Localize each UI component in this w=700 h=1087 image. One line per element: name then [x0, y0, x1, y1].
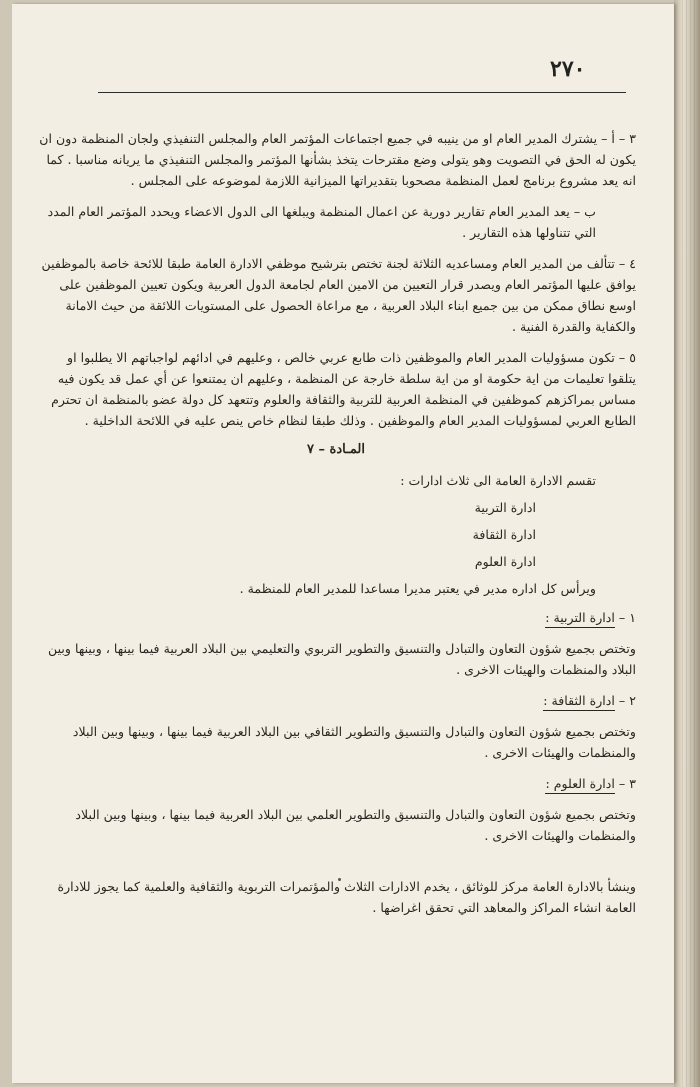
section-3a: ٣ – أ – يشترك المدير العام او من ينيبه في جميع اجتماعات المؤتمر العام والمجلس التنفيذي ولجان المنظمة دون ان يكون له الحق في التصويت وهو يتولى وضع مقترحات يتخذ بشأنها المؤتمر والمجلس التنفيذي ما يريانه مناسبا . كما انه يعد مشروع برنامج لعمل المنظمة مصحوبا بتقديراتها الميزانية اللازمة لموضوعه على المجلس .: [39, 131, 636, 188]
subsection-text: وتختص بجميع شؤون التعاون والتبادل والتنسيق والتطوير الثقافي بين البلاد العربية فيما بينها ، وبينها وبين البلاد والمنظمات والهيئات الاخرى .: [72, 724, 636, 760]
admin-list-item: ادارة التربية: [474, 500, 536, 515]
subsection-text: وتختص بجميع شؤون التعاون والتبادل والتنسيق والتطوير التربوي والتعليمي بين البلاد العربية فيما بينها ، وبينها وبين البلاد والمنظمات والهيئات الاخرى .: [48, 641, 636, 677]
subsection-number: ١ –: [618, 610, 636, 625]
admin-list-item: ادارة الثقافة: [472, 527, 536, 542]
subsection-number: ٢ –: [618, 693, 636, 708]
admin-list-item: ادارة العلوم: [474, 554, 536, 569]
subsection-title: ادارة الثقافة :: [543, 692, 615, 711]
subsection-3: [36, 773, 636, 846]
subsection-1: [36, 607, 636, 680]
subsection-number: ٣ –: [618, 776, 636, 791]
page-number: ٢٧٠: [550, 56, 586, 82]
page-edge-lines: [682, 0, 696, 1087]
admin-intro: تقسم الادارة العامة الى ثلاث ادارات :: [400, 473, 596, 488]
closing-paragraph: وينشأ بالادارة العامة مركز للوثائق ، يخدم الادارات الثلاث والمؤتمرات التربوية والثقافية والعلمية كما يجوز للادارة العامة انشاء المراكز والمعاهد التي تحقق اغراضها .: [57, 879, 636, 915]
section-4: ٤ – تتألف من المدير العام ومساعديه الثلاثة لجنة تختص بترشيح موظفي الادارة العامة طبقا للائحة خاصة بالموظفين يوافق عليها المؤتمر العام ويصدر قرار التعيين من الامين العام لجامعة الدول العربية ويكون تعيين الموظفين على اوسع نطاق ممكن من بين جميع ابناء البلاد العربية ، مع مراعاة الحصول على المستويات اللائقة من حيث الامانة والكفاية والقدرة الفنية .: [41, 256, 636, 334]
section-5: ٥ – تكون مسؤوليات المدير العام والموظفين ذات طابع عربي خالص ، وعليهم في ادائهم لواجباتهم الا يطلبوا او يتلقوا تعليمات من اية حكومة او من اية سلطة خارجة عن المنظمة ، وعليهم ان يمتنعوا عن أي عمل قد يكون فيه مساس بمراكزهم كموظفين في المنظمة العربية للتربية والثقافة والعلوم وتتعهد كل دولة عضو بالمنظمة ان تحترم الطابع العربي لمسؤوليات المدير العام والموظفين . وذلك طبقا لنظام خاص ينص عليه في اللائحة الداخلية .: [51, 350, 636, 428]
document-body: [36, 62, 636, 918]
subsection-title: ادارة التربية :: [545, 609, 615, 628]
subsection-title: ادارة العلوم :: [545, 775, 614, 794]
admin-head-note: ويرأس كل اداره مدير في يعتبر مديرا مساعدا للمدير العام للمنظمة .: [239, 581, 596, 596]
subsection-2: [36, 690, 636, 763]
section-3b: ب – يعد المدير العام تقارير دورية عن اعمال المنظمة ويبلغها الى الدول الاعضاء ويحدد المؤتمر العام المدد التي تتناولها هذه التقارير .: [47, 204, 596, 240]
subsection-text: وتختص بجميع شؤون التعاون والتبادل والتنسيق والتطوير العلمي بين البلاد العربية فيما بينها ، وبينها وبين البلاد والمنظمات والهيئات الاخرى .: [75, 807, 636, 843]
page-edge: [674, 0, 700, 1087]
document-page: [12, 4, 674, 1083]
article-heading: المـادة – ٧: [307, 442, 365, 457]
